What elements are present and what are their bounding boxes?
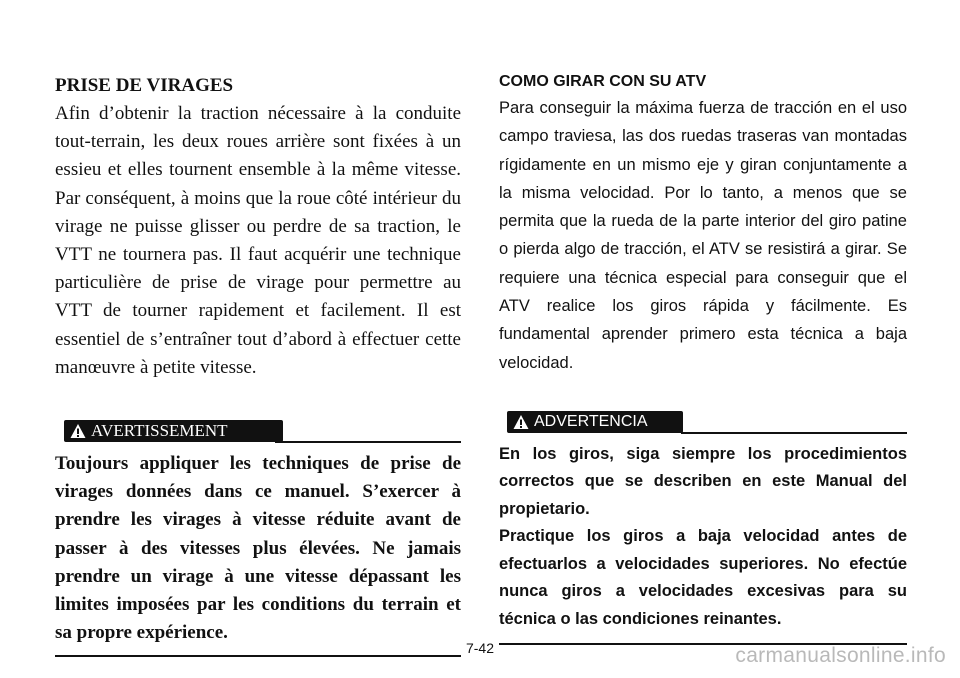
warning-triangle-icon bbox=[70, 423, 86, 439]
section-body: Afin d’obtenir la traction nécessaire à la conduite tout-terrain, les deux roues arrière sont fixées à un essieu et elles tournent ensemble à la même vitesse. Par conséquent, à moins que la roue côté intérieur du virage ne puisse glisser ou perdre de sa traction, le VTT ne tournera pas. Il faut acquérir une technique particulière de prise de virage pour permettre au VTT de tourner rapidement et facilement. Il est essentiel de s’entraîner tout d’abord à effectuer cette manœuvre à petite vitesse. bbox=[55, 103, 461, 378]
warning-label: AVERTISSEMENT bbox=[91, 421, 228, 441]
warning-badge bbox=[507, 411, 683, 433]
section-title: COMO GIRAR CON SU ATV bbox=[499, 73, 707, 90]
watermark: carmanualsonline.info bbox=[735, 644, 946, 667]
warning-badge bbox=[64, 420, 283, 442]
warning-header bbox=[55, 420, 461, 444]
divider bbox=[681, 432, 907, 434]
divider bbox=[275, 441, 461, 443]
page-number: 7-42 bbox=[465, 640, 495, 656]
warning-label: ADVERTENCIA bbox=[534, 412, 648, 430]
warning-header bbox=[499, 411, 907, 435]
warning-triangle-icon bbox=[513, 414, 529, 430]
section-title: PRISE DE VIRAGES bbox=[55, 75, 234, 96]
warning-body: Practique los giros a baja velocidad antes de efectuarlos a velocidades superiores. No efectúe nunca giros a velocidades excesivas para su técnica o las condiciones reinantes. bbox=[499, 527, 907, 628]
warning-body: En los giros, siga siempre los procedimientos correctos que se describen en este Manual del propietario. bbox=[499, 444, 907, 518]
french-column bbox=[55, 64, 461, 657]
warning-body: Toujours appliquer les techniques de prise de virages données dans ce manuel. S’exercer à prendre les virages à vitesse réduite avant de passer à des vitesses plus élevées. Ne jamais prendre un virage à une vitesse dépassant les limites imposées par les conditions du terrain et sa propre expérience. bbox=[55, 453, 461, 644]
spanish-column bbox=[499, 64, 907, 645]
section-body: Para conseguir la máxima fuerza de tracción en el uso campo traviesa, las dos ruedas traseras van montadas rígidamente en un mismo eje y giran conjuntamente a la misma velocidad. Por lo tanto, a menos que se permita que la rueda de la parte interior del giro patine o pierda algo de tracción, el ATV se resistirá a girar. Se requiere una técnica especial para conseguir que el ATV realice los giros rápida y fácilmente. Es fundamental aprender primero esta técnica a baja velocidad. bbox=[499, 99, 907, 372]
